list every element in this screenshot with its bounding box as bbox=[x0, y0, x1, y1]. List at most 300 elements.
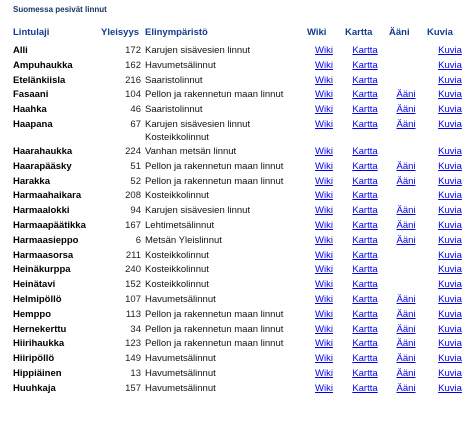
habitat-line: Kosteikkolinnut bbox=[145, 249, 209, 261]
map-link[interactable]: Kartta bbox=[352, 59, 378, 71]
map-cell bbox=[343, 382, 387, 397]
pictures-cell bbox=[425, 234, 467, 249]
bird-habitat bbox=[143, 103, 305, 118]
bird-habitat bbox=[143, 44, 305, 59]
map-link[interactable]: Kartta bbox=[352, 74, 378, 86]
bird-habitat bbox=[143, 88, 305, 103]
pictures-cell bbox=[425, 323, 467, 338]
bird-habitat bbox=[143, 160, 305, 175]
wiki-cell bbox=[305, 249, 343, 264]
table-row bbox=[11, 367, 467, 382]
pictures-link[interactable]: Kuvia bbox=[438, 160, 462, 172]
map-cell bbox=[343, 44, 387, 59]
bird-frequency: 34 bbox=[130, 323, 141, 335]
bird-habitat bbox=[143, 367, 305, 382]
wiki-cell bbox=[305, 204, 343, 219]
wiki-cell bbox=[305, 337, 343, 352]
map-cell bbox=[343, 88, 387, 103]
habitat-line: Havumetsälinnut bbox=[145, 367, 216, 379]
bird-frequency: 224 bbox=[125, 145, 141, 157]
bird-frequency: 113 bbox=[125, 308, 141, 320]
habitat-line: Saaristolinnut bbox=[145, 104, 203, 116]
pictures-cell bbox=[425, 103, 467, 118]
bird-name: Harmaasorsa bbox=[13, 249, 74, 261]
bird-name: Haapana bbox=[13, 118, 53, 130]
wiki-cell bbox=[305, 308, 343, 323]
habitat-line: Pellon ja rakennetun maan linnut bbox=[145, 89, 284, 101]
pictures-cell bbox=[425, 293, 467, 308]
habitat-line: Vanhan metsän linnut bbox=[145, 145, 237, 157]
bird-frequency: 123 bbox=[125, 338, 141, 350]
pictures-link[interactable]: Kuvia bbox=[438, 234, 462, 246]
bird-habitat bbox=[143, 234, 305, 249]
map-link[interactable]: Kartta bbox=[352, 145, 378, 157]
pictures-link[interactable]: Kuvia bbox=[438, 219, 462, 231]
bird-frequency: 240 bbox=[125, 264, 141, 276]
sound-cell bbox=[387, 145, 425, 160]
wiki-link[interactable]: Wiki bbox=[315, 279, 333, 291]
habitat-line: Pellon ja rakennetun maan linnut bbox=[145, 160, 284, 172]
map-link[interactable]: Kartta bbox=[352, 205, 378, 217]
sound-cell bbox=[387, 308, 425, 323]
pictures-cell bbox=[425, 367, 467, 382]
pictures-link[interactable]: Kuvia bbox=[438, 118, 462, 130]
header-name: Lintulaji bbox=[13, 27, 50, 38]
wiki-link[interactable]: Wiki bbox=[315, 323, 333, 335]
table-row bbox=[11, 293, 467, 308]
header-wiki: Wiki bbox=[307, 27, 327, 38]
bird-name: Heinäkurppa bbox=[13, 264, 71, 276]
table-row bbox=[11, 234, 467, 249]
bird-frequency: 162 bbox=[125, 59, 141, 71]
bird-name: Harmaahaikara bbox=[13, 190, 82, 202]
wiki-link[interactable]: Wiki bbox=[315, 74, 333, 86]
wiki-link[interactable]: Wiki bbox=[315, 190, 333, 202]
bird-frequency: 67 bbox=[130, 118, 141, 130]
table-row bbox=[11, 204, 467, 219]
header-sound: Ääni bbox=[389, 27, 410, 38]
pictures-link[interactable]: Kuvia bbox=[438, 89, 462, 101]
bird-frequency: 211 bbox=[125, 249, 141, 261]
bird-name: Haarahaukka bbox=[13, 145, 73, 157]
sound-cell bbox=[387, 337, 425, 352]
pictures-link[interactable]: Kuvia bbox=[438, 338, 462, 350]
wiki-cell bbox=[305, 219, 343, 234]
sound-cell bbox=[387, 278, 425, 293]
map-cell bbox=[343, 145, 387, 160]
sound-link[interactable]: Ääni bbox=[396, 367, 416, 379]
sound-link[interactable]: Ääni bbox=[396, 323, 416, 335]
bird-habitat bbox=[143, 337, 305, 352]
habitat-line: Havumetsälinnut bbox=[145, 353, 216, 365]
sound-cell bbox=[387, 189, 425, 204]
bird-habitat bbox=[143, 74, 305, 89]
pictures-cell bbox=[425, 308, 467, 323]
map-link[interactable]: Kartta bbox=[352, 190, 378, 202]
bird-name: Heinätavi bbox=[13, 279, 56, 291]
habitat-line: Metsän Yleislinnut bbox=[145, 234, 222, 246]
pictures-link[interactable]: Kuvia bbox=[438, 74, 462, 86]
table-row bbox=[11, 323, 467, 338]
bird-habitat bbox=[143, 145, 305, 160]
table-row bbox=[11, 263, 467, 278]
habitat-line: Pellon ja rakennetun maan linnut bbox=[145, 308, 284, 320]
pictures-link[interactable]: Kuvia bbox=[438, 279, 462, 291]
wiki-link[interactable]: Wiki bbox=[315, 104, 333, 116]
bird-frequency: 167 bbox=[125, 219, 141, 231]
pictures-cell bbox=[425, 175, 467, 190]
habitat-line: Kosteikkolinnut bbox=[145, 131, 209, 143]
bird-name: Etelänkiisla bbox=[13, 74, 66, 86]
table-row bbox=[11, 352, 467, 367]
pictures-cell bbox=[425, 249, 467, 264]
birds-table bbox=[11, 26, 467, 397]
sound-link[interactable]: Ääni bbox=[396, 160, 416, 172]
habitat-line: Havumetsälinnut bbox=[145, 293, 216, 305]
map-cell bbox=[343, 249, 387, 264]
wiki-link[interactable]: Wiki bbox=[315, 45, 333, 56]
pictures-cell bbox=[425, 118, 467, 145]
page-title: Suomessa pesivät linnut bbox=[13, 5, 107, 14]
bird-frequency: 216 bbox=[125, 74, 141, 86]
map-link[interactable]: Kartta bbox=[352, 104, 378, 116]
bird-name: Harmaasieppo bbox=[13, 234, 79, 246]
table-row bbox=[11, 74, 467, 89]
wiki-link[interactable]: Wiki bbox=[315, 219, 333, 231]
map-cell bbox=[343, 337, 387, 352]
wiki-cell bbox=[305, 44, 343, 59]
map-cell bbox=[343, 59, 387, 74]
map-link[interactable]: Kartta bbox=[352, 323, 378, 335]
wiki-link[interactable]: Wiki bbox=[315, 293, 333, 305]
wiki-cell bbox=[305, 160, 343, 175]
wiki-cell bbox=[305, 88, 343, 103]
table-row bbox=[11, 382, 467, 397]
table-row bbox=[11, 249, 467, 264]
wiki-cell bbox=[305, 263, 343, 278]
pictures-link[interactable]: Kuvia bbox=[438, 308, 462, 320]
bird-frequency: 152 bbox=[125, 279, 141, 291]
table-row bbox=[11, 189, 467, 204]
bird-habitat bbox=[143, 249, 305, 264]
sound-cell bbox=[387, 367, 425, 382]
wiki-link[interactable]: Wiki bbox=[315, 205, 333, 217]
habitat-line: Karujen sisävesien linnut bbox=[145, 118, 251, 130]
pictures-link[interactable]: Kuvia bbox=[438, 145, 462, 157]
map-link[interactable]: Kartta bbox=[352, 308, 378, 320]
bird-frequency: 107 bbox=[125, 293, 141, 305]
table-row bbox=[11, 145, 467, 160]
header-map: Kartta bbox=[345, 27, 373, 38]
bird-frequency: 172 bbox=[125, 45, 141, 56]
bird-name: Hiirihaukka bbox=[13, 338, 65, 350]
sound-link[interactable]: Ääni bbox=[396, 219, 416, 231]
wiki-link[interactable]: Wiki bbox=[315, 118, 333, 130]
bird-habitat bbox=[143, 278, 305, 293]
table-row bbox=[11, 44, 467, 59]
sound-link[interactable]: Ääni bbox=[396, 338, 416, 350]
map-link[interactable]: Kartta bbox=[352, 382, 378, 394]
sound-link[interactable]: Ääni bbox=[396, 308, 416, 320]
sound-link[interactable]: Ääni bbox=[396, 104, 416, 116]
map-link[interactable]: Kartta bbox=[352, 160, 378, 172]
bird-name: Ampuhaukka bbox=[13, 59, 73, 71]
bird-name: Hippiäinen bbox=[13, 367, 62, 379]
bird-frequency: 208 bbox=[125, 190, 141, 202]
bird-habitat bbox=[143, 189, 305, 204]
table-row bbox=[11, 88, 467, 103]
bird-frequency: 149 bbox=[125, 353, 141, 365]
sound-link[interactable]: Ääni bbox=[396, 175, 416, 187]
bird-frequency: 6 bbox=[135, 234, 141, 246]
table-row bbox=[11, 59, 467, 74]
wiki-cell bbox=[305, 382, 343, 397]
map-link[interactable]: Kartta bbox=[352, 234, 378, 246]
map-link[interactable]: Kartta bbox=[352, 45, 378, 56]
map-cell bbox=[343, 103, 387, 118]
sound-cell bbox=[387, 249, 425, 264]
habitat-line: Pellon ja rakennetun maan linnut bbox=[145, 338, 284, 350]
map-link[interactable]: Kartta bbox=[352, 249, 378, 261]
bird-habitat bbox=[143, 219, 305, 234]
pictures-link[interactable]: Kuvia bbox=[438, 45, 462, 56]
pictures-link[interactable]: Kuvia bbox=[438, 367, 462, 379]
bird-habitat bbox=[143, 382, 305, 397]
bird-habitat bbox=[143, 175, 305, 190]
pictures-link[interactable]: Kuvia bbox=[438, 59, 462, 71]
sound-cell bbox=[387, 234, 425, 249]
map-cell bbox=[343, 367, 387, 382]
pictures-cell bbox=[425, 74, 467, 89]
table-row bbox=[11, 219, 467, 234]
map-cell bbox=[343, 323, 387, 338]
sound-link[interactable]: Ääni bbox=[396, 205, 416, 217]
pictures-link[interactable]: Kuvia bbox=[438, 293, 462, 305]
habitat-line: Havumetsälinnut bbox=[145, 59, 216, 71]
map-link[interactable]: Kartta bbox=[352, 89, 378, 101]
sound-cell bbox=[387, 74, 425, 89]
wiki-cell bbox=[305, 189, 343, 204]
wiki-link[interactable]: Wiki bbox=[315, 160, 333, 172]
wiki-cell bbox=[305, 293, 343, 308]
map-link[interactable]: Kartta bbox=[352, 118, 378, 130]
sound-link[interactable]: Ääni bbox=[396, 234, 416, 246]
bird-frequency: 51 bbox=[130, 160, 141, 172]
wiki-link[interactable]: Wiki bbox=[315, 234, 333, 246]
bird-name: Huuhkaja bbox=[13, 382, 56, 394]
sound-link[interactable]: Ääni bbox=[396, 89, 416, 101]
map-cell bbox=[343, 219, 387, 234]
bird-habitat bbox=[143, 204, 305, 219]
table-row bbox=[11, 278, 467, 293]
map-cell bbox=[343, 74, 387, 89]
bird-habitat bbox=[143, 118, 305, 145]
bird-habitat bbox=[143, 323, 305, 338]
sound-cell bbox=[387, 175, 425, 190]
habitat-line: Saaristolinnut bbox=[145, 74, 203, 86]
habitat-line: Kosteikkolinnut bbox=[145, 264, 209, 276]
wiki-link[interactable]: Wiki bbox=[315, 89, 333, 101]
sound-cell bbox=[387, 382, 425, 397]
sound-cell bbox=[387, 204, 425, 219]
sound-link[interactable]: Ääni bbox=[396, 293, 416, 305]
pictures-cell bbox=[425, 263, 467, 278]
bird-name: Helmipöllö bbox=[13, 293, 62, 305]
table-header-row bbox=[11, 26, 467, 44]
pictures-link[interactable]: Kuvia bbox=[438, 205, 462, 217]
wiki-link[interactable]: Wiki bbox=[315, 308, 333, 320]
sound-cell bbox=[387, 59, 425, 74]
habitat-line: Kosteikkolinnut bbox=[145, 279, 209, 291]
wiki-cell bbox=[305, 59, 343, 74]
map-cell bbox=[343, 118, 387, 145]
sound-cell bbox=[387, 118, 425, 145]
bird-frequency: 94 bbox=[130, 205, 141, 217]
wiki-link[interactable]: Wiki bbox=[315, 367, 333, 379]
pictures-cell bbox=[425, 160, 467, 175]
map-link[interactable]: Kartta bbox=[352, 264, 378, 276]
pictures-link[interactable]: Kuvia bbox=[438, 175, 462, 187]
sound-cell bbox=[387, 293, 425, 308]
pictures-link[interactable]: Kuvia bbox=[438, 264, 462, 276]
wiki-cell bbox=[305, 175, 343, 190]
pictures-link[interactable]: Kuvia bbox=[438, 249, 462, 261]
sound-cell bbox=[387, 323, 425, 338]
bird-name: Hemppo bbox=[13, 308, 51, 320]
bird-frequency: 46 bbox=[130, 104, 141, 116]
pictures-link[interactable]: Kuvia bbox=[438, 323, 462, 335]
wiki-cell bbox=[305, 145, 343, 160]
bird-frequency: 13 bbox=[130, 367, 141, 379]
map-link[interactable]: Kartta bbox=[352, 367, 378, 379]
wiki-cell bbox=[305, 118, 343, 145]
pictures-link[interactable]: Kuvia bbox=[438, 353, 462, 365]
table-row bbox=[11, 308, 467, 323]
pictures-link[interactable]: Kuvia bbox=[438, 190, 462, 202]
habitat-line: Pellon ja rakennetun maan linnut bbox=[145, 175, 284, 187]
bird-habitat bbox=[143, 352, 305, 367]
bird-habitat bbox=[143, 308, 305, 323]
wiki-cell bbox=[305, 103, 343, 118]
map-link[interactable]: Kartta bbox=[352, 293, 378, 305]
sound-link[interactable]: Ääni bbox=[396, 382, 416, 394]
bird-habitat bbox=[143, 59, 305, 74]
map-link[interactable]: Kartta bbox=[352, 175, 378, 187]
sound-cell bbox=[387, 219, 425, 234]
table-row bbox=[11, 337, 467, 352]
pictures-cell bbox=[425, 59, 467, 74]
wiki-link[interactable]: Wiki bbox=[315, 175, 333, 187]
pictures-cell bbox=[425, 44, 467, 59]
table-body bbox=[11, 44, 467, 397]
map-cell bbox=[343, 175, 387, 190]
map-cell bbox=[343, 189, 387, 204]
habitat-line: Karujen sisävesien linnut bbox=[145, 205, 251, 217]
header-habitat: Elinympäristö bbox=[145, 27, 208, 38]
wiki-link[interactable]: Wiki bbox=[315, 264, 333, 276]
wiki-cell bbox=[305, 74, 343, 89]
pictures-cell bbox=[425, 219, 467, 234]
bird-frequency: 104 bbox=[125, 89, 141, 101]
map-cell bbox=[343, 204, 387, 219]
pictures-cell bbox=[425, 382, 467, 397]
wiki-link[interactable]: Wiki bbox=[315, 338, 333, 350]
habitat-line: Pellon ja rakennetun maan linnut bbox=[145, 323, 284, 335]
pictures-cell bbox=[425, 337, 467, 352]
map-link[interactable]: Kartta bbox=[352, 338, 378, 350]
sound-cell bbox=[387, 263, 425, 278]
wiki-cell bbox=[305, 352, 343, 367]
bird-name: Hiiripöllö bbox=[13, 353, 55, 365]
pictures-cell bbox=[425, 88, 467, 103]
sound-cell bbox=[387, 103, 425, 118]
bird-name: Harakka bbox=[13, 175, 50, 187]
sound-cell bbox=[387, 88, 425, 103]
bird-name: Haahka bbox=[13, 104, 47, 116]
wiki-link[interactable]: Wiki bbox=[315, 353, 333, 365]
wiki-link[interactable]: Wiki bbox=[315, 145, 333, 157]
sound-link[interactable]: Ääni bbox=[396, 353, 416, 365]
map-link[interactable]: Kartta bbox=[352, 219, 378, 231]
wiki-cell bbox=[305, 234, 343, 249]
sound-cell bbox=[387, 352, 425, 367]
habitat-line: Lehtimetsälinnut bbox=[145, 219, 215, 231]
pictures-cell bbox=[425, 278, 467, 293]
habitat-line: Karujen sisävesien linnut bbox=[145, 45, 251, 56]
map-cell bbox=[343, 263, 387, 278]
habitat-line: Havumetsälinnut bbox=[145, 382, 216, 394]
sound-link[interactable]: Ääni bbox=[396, 118, 416, 130]
pictures-cell bbox=[425, 352, 467, 367]
table-row bbox=[11, 118, 467, 145]
bird-frequency: 52 bbox=[130, 175, 141, 187]
wiki-link[interactable]: Wiki bbox=[315, 59, 333, 71]
habitat-line: Kosteikkolinnut bbox=[145, 190, 209, 202]
map-link[interactable]: Kartta bbox=[352, 279, 378, 291]
wiki-cell bbox=[305, 323, 343, 338]
map-cell bbox=[343, 160, 387, 175]
wiki-cell bbox=[305, 278, 343, 293]
sound-cell bbox=[387, 44, 425, 59]
bird-habitat bbox=[143, 293, 305, 308]
pictures-cell bbox=[425, 204, 467, 219]
header-pictures: Kuvia bbox=[427, 27, 453, 38]
pictures-link[interactable]: Kuvia bbox=[438, 104, 462, 116]
map-cell bbox=[343, 293, 387, 308]
pictures-cell bbox=[425, 145, 467, 160]
table-row bbox=[11, 103, 467, 118]
wiki-link[interactable]: Wiki bbox=[315, 249, 333, 261]
pictures-link[interactable]: Kuvia bbox=[438, 382, 462, 394]
bird-frequency: 157 bbox=[125, 382, 141, 394]
map-cell bbox=[343, 352, 387, 367]
bird-name: Haarapääsky bbox=[13, 160, 72, 172]
table-row bbox=[11, 175, 467, 190]
sound-cell bbox=[387, 160, 425, 175]
bird-name: Alli bbox=[13, 45, 28, 56]
map-cell bbox=[343, 308, 387, 323]
wiki-cell bbox=[305, 367, 343, 382]
bird-name: Fasaani bbox=[13, 89, 49, 101]
bird-habitat bbox=[143, 263, 305, 278]
bird-name: Harmaalokki bbox=[13, 205, 70, 217]
bird-name: Hernekerttu bbox=[13, 323, 67, 335]
map-link[interactable]: Kartta bbox=[352, 353, 378, 365]
wiki-link[interactable]: Wiki bbox=[315, 382, 333, 394]
header-frequency: Yleisyys bbox=[101, 27, 140, 38]
map-cell bbox=[343, 234, 387, 249]
map-cell bbox=[343, 278, 387, 293]
